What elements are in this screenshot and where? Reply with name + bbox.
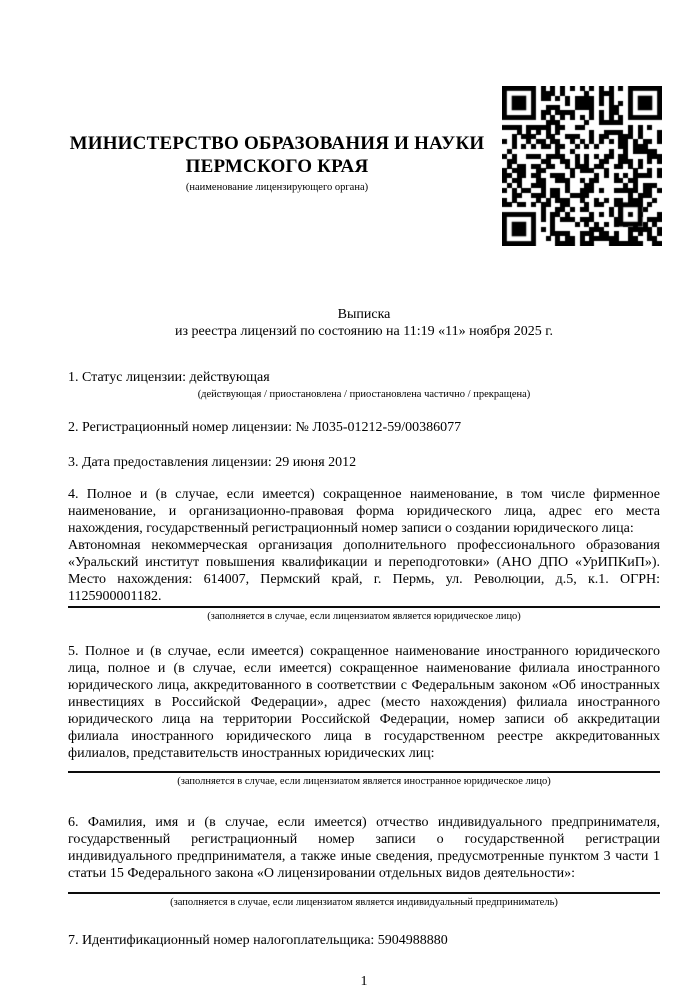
item-legal-entity (68, 486, 660, 623)
item-text: 6. Фамилия, имя и (в случае, если имеется) отчество индивидуального предпринимателя, государственный регистрационный номер записи о государственной регистрации индивидуального предпринимателя, а также иные сведения, предусмотренные пунктом 3 части 1 статьи 15 Федерального закона «О лицензировании отдельных видов деятельности»: (68, 815, 660, 881)
item-text: 3. Дата предоставления лицензии: 29 июня 2012 (68, 455, 357, 470)
authority-name-line1: МИНИСТЕРСТВО ОБРАЗОВАНИЯ И НАУКИ (69, 133, 485, 154)
item-text: 4. Полное и (в случае, если имеется) сокращенное наименование, в том числе фирменное наименование, и организационно-правовая форма юридического лица, адрес его места нахождения, государственный регистрационный номер записи о создании юридического лица: (68, 487, 660, 536)
item-registration-number (68, 419, 660, 436)
item-license-status (68, 369, 660, 401)
item-text: 2. Регистрационный номер лицензии: № Л035-01212-59/00386077 (68, 420, 462, 435)
item-caption: (заполняется в случае, если лицензиатом является индивидуальный предприниматель) (170, 897, 558, 908)
authority-caption: (наименование лицензирующего органа) (185, 182, 369, 193)
authority-name-line2: ПЕРМСКОГО КРАЯ (185, 156, 369, 177)
document-body (68, 369, 660, 949)
item-license-date (68, 454, 660, 471)
item-text: 7. Идентификационный номер налогоплательщика: 5904988880 (68, 933, 448, 948)
fill-line (68, 771, 660, 773)
qr-code-icon (502, 86, 662, 246)
item-individual-entrepreneur (68, 814, 660, 909)
item-text: 1. Статус лицензии: действующая (68, 370, 270, 385)
document-title (68, 306, 660, 340)
item-foreign-entity (68, 643, 660, 788)
page-number: 1 (360, 974, 368, 989)
item-text: 5. Полное и (в случае, если имеется) сокращенное наименование иностранного юридического лица, полное и (в случае, если имеется) сокращенное наименование филиала иностранного юридического лица, аккредитованного в соответствии с Федеральным законом «Об иностранных инвестициях в Российской Федерации», адрес (место нахождения) филиала иностранного юридического лица на территории Российской Федерации, номер записи об аккредитации филиала иностранного юридического лица в государственном реестре аккредитованных филиалов, представительств иностранных юридических лиц: (68, 644, 660, 761)
fill-line (68, 892, 660, 894)
item-filled-value: Автономная некоммерческая организация дополнительного профессионального образования «Уральский институт повышения квалификации и переподготовки» (АНО ДПО «УрИПКиП»). Место нахождения: 614007, Пермский край, г. Пермь, ул. Революции, д.5, к.1. ОГРН: 1125900001182. (68, 538, 660, 604)
document-title-line2: из реестра лицензий по состоянию на 11:19 «11» ноября 2025 г. (175, 324, 553, 339)
fill-line (68, 606, 660, 608)
licensing-authority-header (68, 132, 486, 194)
item-taxpayer-number (68, 932, 660, 949)
item-caption: (заполняется в случае, если лицензиатом является иностранное юридическое лицо) (177, 776, 551, 787)
item-caption: (заполняется в случае, если лицензиатом является юридическое лицо) (207, 611, 521, 622)
document-title-line1: Выписка (337, 307, 391, 322)
item-caption: (действующая / приостановлена / приостановлена частично / прекращена) (197, 389, 531, 400)
